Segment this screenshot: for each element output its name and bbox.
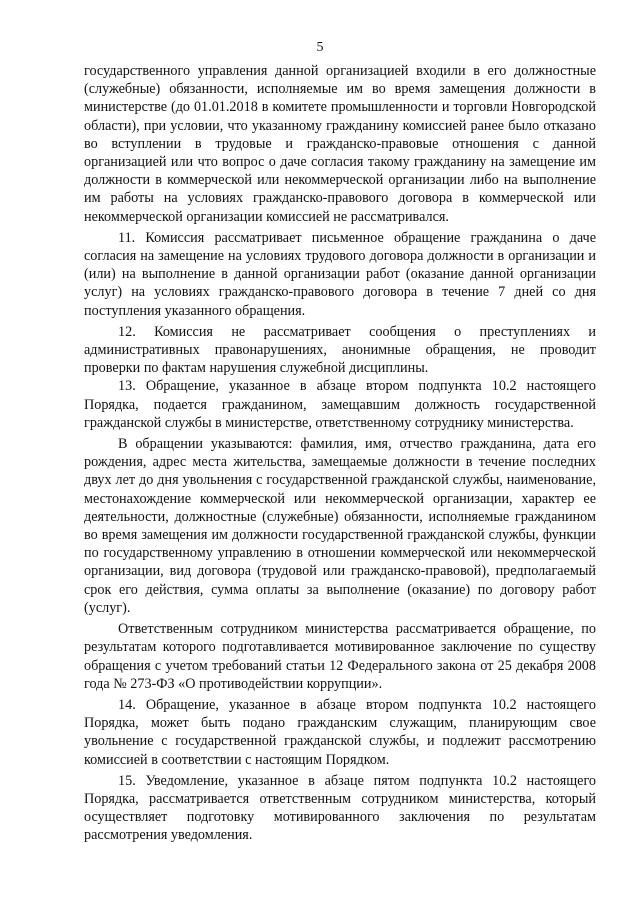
- paragraph-item-12: 12. Комиссия не рассматривает сообщения о преступлениях и административных правонарушениях, анонимные обращения, не проводит проверки по фактам нарушения служебной дисциплины.: [84, 323, 596, 377]
- paragraph-item-13: 13. Обращение, указанное в абзаце втором подпункта 10.2 настоящего Порядка, подается гражданином, замещавшим должность государственной гражданской службы в министерстве, ответственному сотруднику министерства.: [84, 378, 596, 431]
- paragraph-continuation: государственного управления данной организацией входили в его должностные (служебные) обязанности, исполняемые им во время замещения должности в министерстве (до 01.01.2018 в комитете промышленности и торговли Новгородской области), при условии, что указанному гражданину комиссией ранее было отказано во вступлении в трудовые и гражданско-правовые отношения с данной организацией или что вопрос о даче согласия такому гражданину на замещение им должности в коммерческой или некоммерческой организации либо на выполнение им работы на условиях гражданско-правового договора в коммерческой или некоммерческой организации комиссией не рассматривался.: [84, 63, 596, 225]
- paragraph-request-contents: В обращении указываются: фамилия, имя, отчество гражданина, дата его рождения, адрес места жительства, замещаемые должности в течение последних двух лет до дня увольнения с государственной гражданской службы, наименование, местонахождение коммерческой или некоммерческой организации, характер ее деятельности, должностные (служебные) обязанности, исполняемые гражданином во время замещения им должности государственной гражданской службы, функции по государственному управлению в отношении коммерческой или некоммерческой организации, вид договора (трудовой или гражданско-правовой), предполагаемый срок его действия, сумма оплаты за выполнение (оказание) по договору работ (услуг).: [84, 436, 596, 616]
- paragraph-item-15: 15. Уведомление, указанное в абзаце пятом подпункта 10.2 настоящего Порядка, рассматривается ответственным сотрудником министерства, который осуществляет подготовку мотивированного заключения по результатам рассмотрения уведомления.: [84, 772, 596, 844]
- body-text: [84, 62, 596, 845]
- paragraph-item-14: 14. Обращение, указанное в абзаце втором подпункта 10.2 настоящего Порядка, может быть подано гражданским служащим, планирующим свое увольнение с государственной гражданской службы, и подлежит рассмотрению комиссией в соответствии с настоящим Порядком.: [84, 696, 596, 768]
- paragraph-item-11: 11. Комиссия рассматривает письменное обращение гражданина о даче согласия на замещение на условиях трудового договора должности в организации и (или) на выполнение в данной организации работ (оказание данной организации услуг) на условиях гражданско-правового договора в течение 7 дней со дня поступления указанного обращения.: [84, 229, 596, 319]
- paragraph-review-conclusion: Ответственным сотрудником министерства рассматривается обращение, по результатам которого подготавливается мотивированное заключение по существу обращения с учетом требований статьи 12 Федерального закона от 25 декабря 2008 года № 273-ФЗ «О противодействии коррупции».: [84, 621, 596, 692]
- page-number: 5: [316, 40, 324, 55]
